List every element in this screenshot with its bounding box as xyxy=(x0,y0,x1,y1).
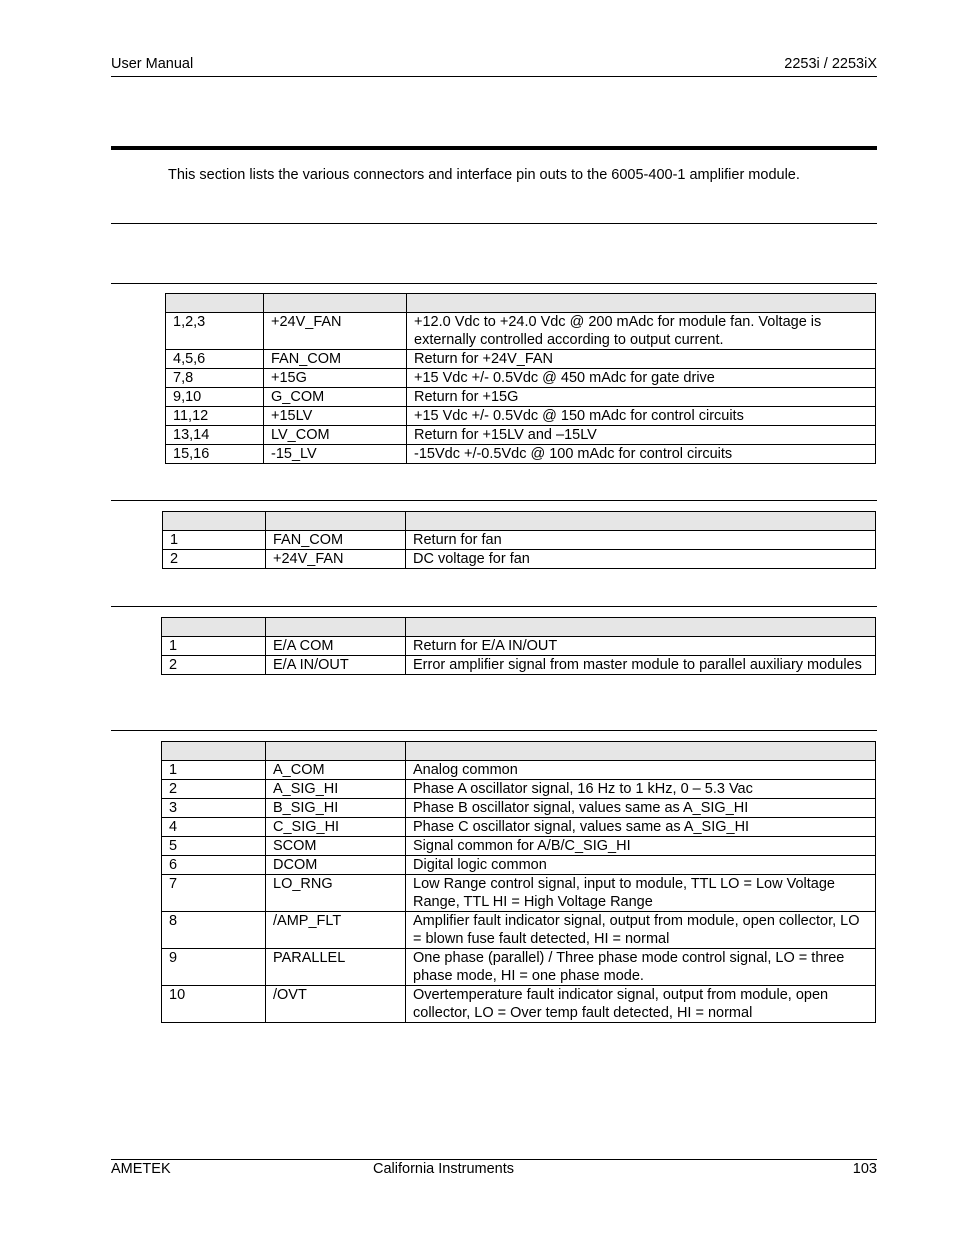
table-header-cell xyxy=(407,294,876,313)
table-cell: A_COM xyxy=(266,761,406,780)
header-title: User Manual xyxy=(111,56,194,72)
table-cell: +12.0 Vdc to +24.0 Vdc @ 200 mAdc for module fan. Voltage is externally controlled according to output current. xyxy=(407,313,876,350)
table-cell: +15LV xyxy=(264,407,407,426)
table-row xyxy=(162,761,876,780)
pinout-table-1 xyxy=(165,293,876,464)
table-cell: 8 xyxy=(162,912,266,949)
table-cell: 9,10 xyxy=(166,388,264,407)
table-cell: 2 xyxy=(162,656,266,675)
table-cell: 9 xyxy=(162,949,266,986)
table-cell: G_COM xyxy=(264,388,407,407)
table-2-rule xyxy=(111,500,877,501)
table-3-rule xyxy=(111,606,877,607)
page-number: 103 xyxy=(852,1161,877,1177)
table-cell: DC voltage for fan xyxy=(406,550,876,569)
table-header-cell xyxy=(162,618,266,637)
table-cell: +24V_FAN xyxy=(264,313,407,350)
table-row xyxy=(162,818,876,837)
table-row xyxy=(162,949,876,986)
table-header-cell xyxy=(266,512,406,531)
table-row xyxy=(166,313,876,350)
table-cell: 15,16 xyxy=(166,445,264,464)
table-header-cell xyxy=(406,618,876,637)
table-cell: 13,14 xyxy=(166,426,264,445)
table-cell: /OVT xyxy=(266,986,406,1023)
table-cell: -15_LV xyxy=(264,445,407,464)
table-cell: 7 xyxy=(162,875,266,912)
table-header-cell xyxy=(163,512,266,531)
table-row xyxy=(166,350,876,369)
table-row xyxy=(166,407,876,426)
subsection-rule xyxy=(111,223,877,224)
table-cell: 3 xyxy=(162,799,266,818)
table-cell: Return for +24V_FAN xyxy=(407,350,876,369)
table-1-rule xyxy=(111,283,877,284)
table-4-rule xyxy=(111,730,877,731)
table-row xyxy=(162,912,876,949)
table-row xyxy=(166,369,876,388)
table-cell: Return for fan xyxy=(406,531,876,550)
table-header-cell xyxy=(264,294,407,313)
table-cell: E/A IN/OUT xyxy=(266,656,406,675)
table-cell: FAN_COM xyxy=(266,531,406,550)
table-row xyxy=(162,875,876,912)
table-cell: DCOM xyxy=(266,856,406,875)
table-row xyxy=(166,426,876,445)
footer-division: California Instruments xyxy=(373,1161,515,1177)
table-cell: 1 xyxy=(163,531,266,550)
table-cell: -15Vdc +/-0.5Vdc @ 100 mAdc for control circuits xyxy=(407,445,876,464)
table-header-row xyxy=(163,512,876,531)
table-row xyxy=(162,656,876,675)
table-cell: Digital logic common xyxy=(406,856,876,875)
table-cell: 5 xyxy=(162,837,266,856)
table-header-row xyxy=(162,742,876,761)
table-cell: Amplifier fault indicator signal, output from module, open collector, LO = blown fuse fault detected, HI = normal xyxy=(406,912,876,949)
table-row xyxy=(162,637,876,656)
table-cell: Phase A oscillator signal, 16 Hz to 1 kHz, 0 – 5.3 Vac xyxy=(406,780,876,799)
table-cell: 1 xyxy=(162,761,266,780)
header-rule xyxy=(111,76,877,77)
table-cell: LO_RNG xyxy=(266,875,406,912)
table-header-row xyxy=(162,618,876,637)
intro-paragraph: This section lists the various connectors and interface pin outs to the 6005-400-1 amplifier module. xyxy=(168,167,800,183)
table-row xyxy=(162,780,876,799)
table-row xyxy=(162,986,876,1023)
table-header-cell xyxy=(162,742,266,761)
table-cell: One phase (parallel) / Three phase mode control signal, LO = three phase mode, HI = one phase mode. xyxy=(406,949,876,986)
table-cell: Return for +15LV and –15LV xyxy=(407,426,876,445)
table-cell: 2 xyxy=(163,550,266,569)
table-row xyxy=(166,445,876,464)
table-cell: 1,2,3 xyxy=(166,313,264,350)
table-cell: SCOM xyxy=(266,837,406,856)
table-header-cell xyxy=(406,512,876,531)
table-cell: Overtemperature fault indicator signal, output from module, open collector, LO = Over temp fault detected, HI = normal xyxy=(406,986,876,1023)
table-row xyxy=(163,531,876,550)
table-row xyxy=(166,388,876,407)
footer-company: AMETEK xyxy=(111,1161,171,1177)
footer-rule xyxy=(111,1159,877,1160)
table-cell: 2 xyxy=(162,780,266,799)
table-cell: PARALLEL xyxy=(266,949,406,986)
table-cell: Return for E/A IN/OUT xyxy=(406,637,876,656)
table-cell: +15 Vdc +/- 0.5Vdc @ 150 mAdc for control circuits xyxy=(407,407,876,426)
table-row xyxy=(162,799,876,818)
table-cell: Phase C oscillator signal, values same as A_SIG_HI xyxy=(406,818,876,837)
pinout-table-2 xyxy=(162,511,876,569)
table-cell: 7,8 xyxy=(166,369,264,388)
table-cell: A_SIG_HI xyxy=(266,780,406,799)
table-header-cell xyxy=(166,294,264,313)
table-header-row xyxy=(166,294,876,313)
table-row xyxy=(162,837,876,856)
table-cell: Analog common xyxy=(406,761,876,780)
table-cell: Signal common for A/B/C_SIG_HI xyxy=(406,837,876,856)
table-cell: C_SIG_HI xyxy=(266,818,406,837)
table-cell: B_SIG_HI xyxy=(266,799,406,818)
table-cell: /AMP_FLT xyxy=(266,912,406,949)
table-cell: 6 xyxy=(162,856,266,875)
table-cell: Return for +15G xyxy=(407,388,876,407)
table-cell: LV_COM xyxy=(264,426,407,445)
pinout-table-3 xyxy=(161,617,876,675)
table-cell: Phase B oscillator signal, values same as A_SIG_HI xyxy=(406,799,876,818)
table-row xyxy=(163,550,876,569)
table-cell: Error amplifier signal from master module to parallel auxiliary modules xyxy=(406,656,876,675)
pinout-table-4 xyxy=(161,741,876,1023)
table-cell: 11,12 xyxy=(166,407,264,426)
table-cell: FAN_COM xyxy=(264,350,407,369)
table-cell: 4 xyxy=(162,818,266,837)
table-cell: Low Range control signal, input to module, TTL LO = Low Voltage Range, TTL HI = High Voltage Range xyxy=(406,875,876,912)
table-cell: E/A COM xyxy=(266,637,406,656)
table-header-cell xyxy=(406,742,876,761)
table-cell: +15G xyxy=(264,369,407,388)
section-rule xyxy=(111,146,877,150)
table-header-cell xyxy=(266,618,406,637)
table-row xyxy=(162,856,876,875)
table-cell: +24V_FAN xyxy=(266,550,406,569)
table-cell: 10 xyxy=(162,986,266,1023)
table-cell: 4,5,6 xyxy=(166,350,264,369)
table-cell: 1 xyxy=(162,637,266,656)
table-header-cell xyxy=(266,742,406,761)
header-model: 2253i / 2253iX xyxy=(784,56,877,72)
table-cell: +15 Vdc +/- 0.5Vdc @ 450 mAdc for gate drive xyxy=(407,369,876,388)
